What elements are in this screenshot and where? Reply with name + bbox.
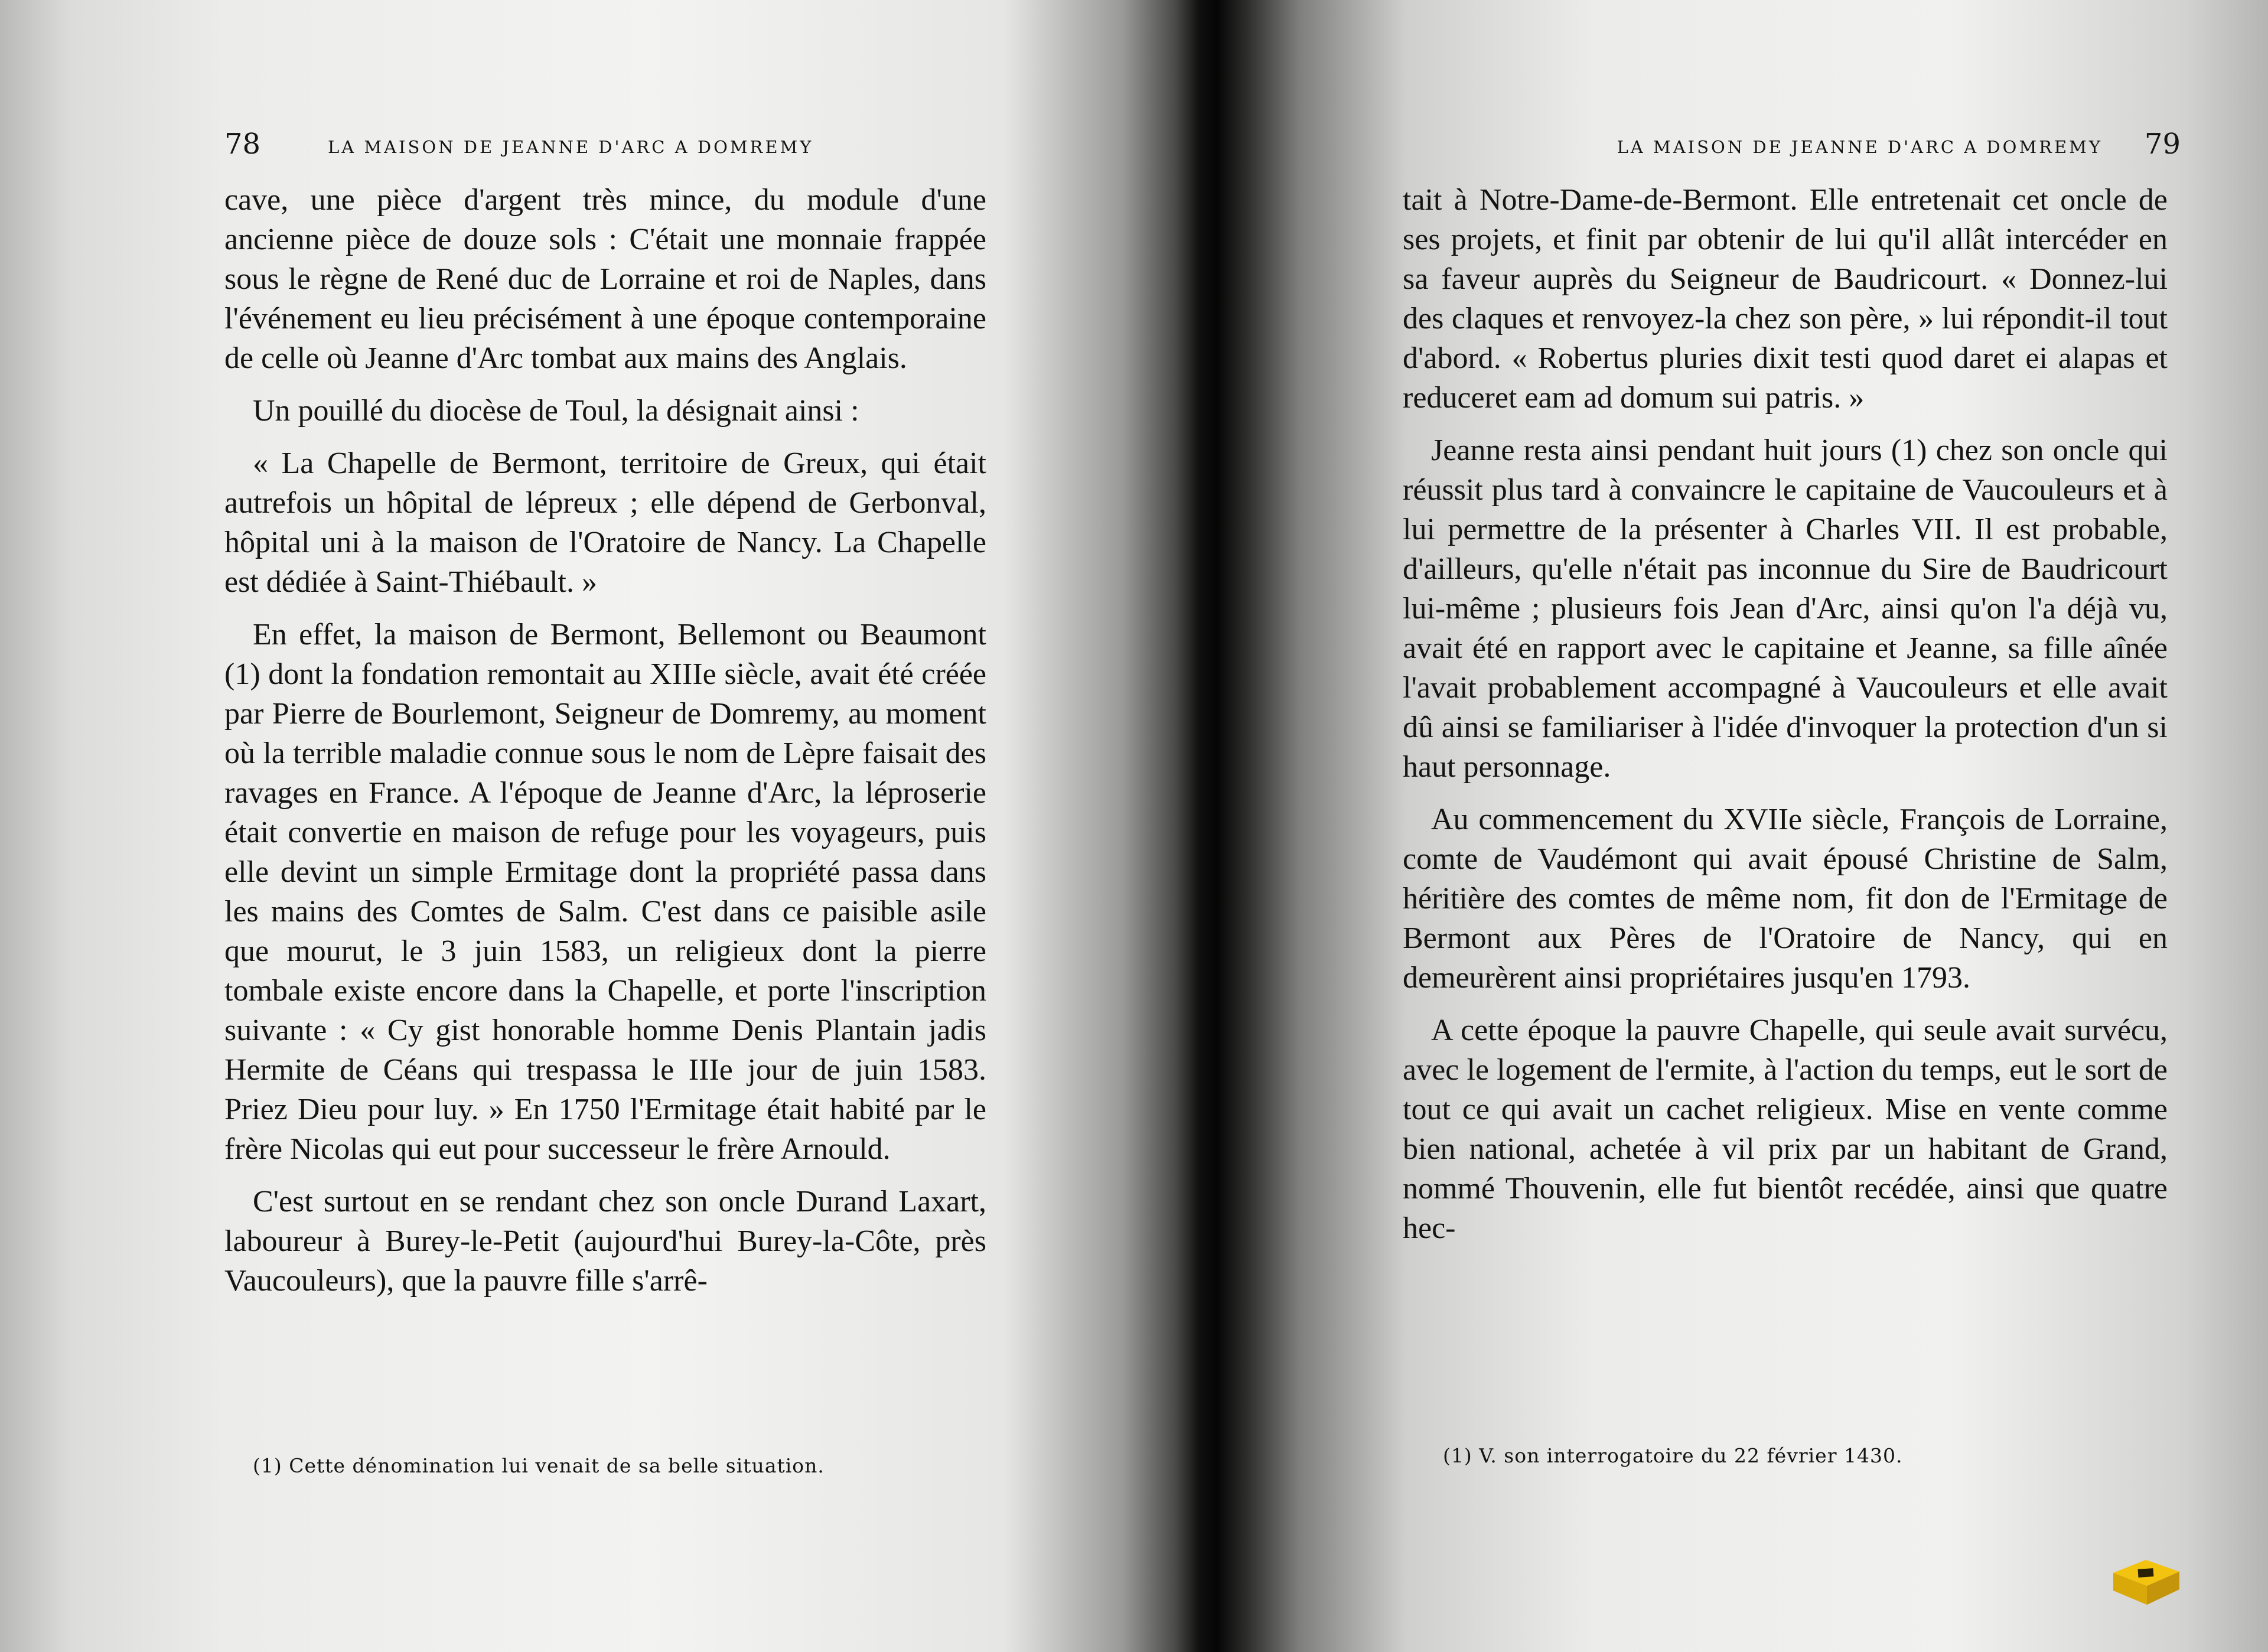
right-running-head	[1403, 124, 2181, 165]
right-page-number: 79	[2144, 128, 2181, 161]
left-page	[224, 0, 986, 1652]
left-paragraph-5: C'est surtout en se rendant chez son oncle Durand Laxart, laboureur à Burey-le-Petit (aujourd'hui Burey-la-Côte, près Vaucouleurs), que la pauvre fille s'arrê-	[224, 1185, 986, 1298]
left-page-number: 78	[224, 128, 261, 161]
right-footnote: (1) V. son interrogatoire du 22 février 1430.	[1443, 1444, 1903, 1467]
right-header-title: LA MAISON DE JEANNE D'ARC A DOMREMY	[1617, 137, 2103, 157]
left-footnote: (1) Cette dénomination lui venait de sa belle situation.	[253, 1454, 825, 1477]
left-paragraph-3: « La Chapelle de Bermont, territoire de Greux, qui était autrefois un hôpital de lépreux ; elle dépend de Gerbonval, hôpital uni à la maison de l'Oratoire de Nancy. La Chapelle est dédiée à Saint-Thiébault. »	[224, 447, 986, 599]
left-paragraph-1: cave, une pièce d'argent très mince, du module d'une ancienne pièce de douze sols : C'était une monnaie frappée sous le règne de René duc de Lorraine et roi de Naples, dans l'événement eu lieu précisément à une époque contemporaine de celle où Jeanne d'Arc tombat aux mains des Anglais.	[224, 183, 986, 375]
left-running-head	[224, 124, 986, 165]
yellow-cube-logo-icon	[2107, 1555, 2184, 1607]
left-text-block	[224, 180, 986, 1314]
left-paragraph-4: En effet, la maison de Bermont, Bellemont ou Beaumont (1) dont la fondation remontait au XIIIe siècle, avait été créée par Pierre de Bourlemont, Seigneur de Domremy, au moment où la terrible maladie connue sous le nom de Lèpre faisait des ravages en France. A l'époque de Jeanne d'Arc, la léproserie était convertie en maison de refuge pour les voyageurs, puis elle devint un simple Ermitage dont la propriété passa dans les mains des Comtes de Salm. C'est dans ce paisible asile que mourut, le 3 juin 1583, un religieux dont la pierre tombale existe encore dans la Chapelle, et porte l'inscription suivante : « Cy gist honorable homme Denis Plantain jadis Hermite de Céans qui trespassa le IIIe jour de juin 1583. Priez Dieu pour luy. » En 1750 l'Ermitage était habité par le frère Nicolas qui eut pour successeur le frère Arnould.	[224, 618, 986, 1166]
right-paragraph-1: tait à Notre-Dame-de-Bermont. Elle entretenait cet oncle de ses projets, et finit par obtenir de lui qu'il allât intercéder en sa faveur auprès du Seigneur de Baudricourt. « Donnez-lui des claques et renvoyez-la chez son père, » lui répondit-il tout d'abord. « Robertus pluries dixit testi quod daret ei alapas et reduceret eam ad domum sui patris. »	[1403, 183, 2168, 415]
right-page	[1403, 0, 2181, 1652]
right-paragraph-3: Au commencement du XVIIe siècle, François de Lorraine, comte de Vaudémont qui avait épousé Christine de Salm, héritière des comtes de même nom, fit don de l'Ermitage de Bermont aux Pères de l'Oratoire de Nancy, qui en demeurèrent ainsi propriétaires jusqu'en 1793.	[1403, 803, 2168, 995]
left-paragraph-2: Un pouillé du diocèse de Toul, la désignait ainsi :	[253, 394, 859, 428]
left-header-title: LA MAISON DE JEANNE D'ARC A DOMREMY	[328, 137, 814, 157]
right-paragraph-2: Jeanne resta ainsi pendant huit jours (1) chez son oncle qui réussit plus tard à convaincre le capitaine de Vaucouleurs et à lui permettre de la présenter à Charles VII. Il est probable, d'ailleurs, qu'elle n'était pas inconnue du Sire de Baudricourt lui-même ; plusieurs fois Jean d'Arc, ainsi qu'on l'a déjà vu, avait été en rapport avec le capitaine et Jeanne, sa fille aînée l'avait probablement accompagné à Vaucouleurs et elle avait dû ainsi se familiariser à l'idée d'invoquer la protection d'un si haut personnage.	[1403, 434, 2168, 784]
right-paragraph-4: A cette époque la pauvre Chapelle, qui seule avait survécu, avec le logement de l'ermite, à l'action du temps, eut le sort de tout ce qui avait un cachet religieux. Mise en vente comme bien national, achetée à vil prix par un habitant de Grand, nommé Thouvenin, elle fut bientôt recédée, ainsi que quatre hec-	[1403, 1014, 2168, 1245]
right-text-block	[1403, 180, 2168, 1261]
